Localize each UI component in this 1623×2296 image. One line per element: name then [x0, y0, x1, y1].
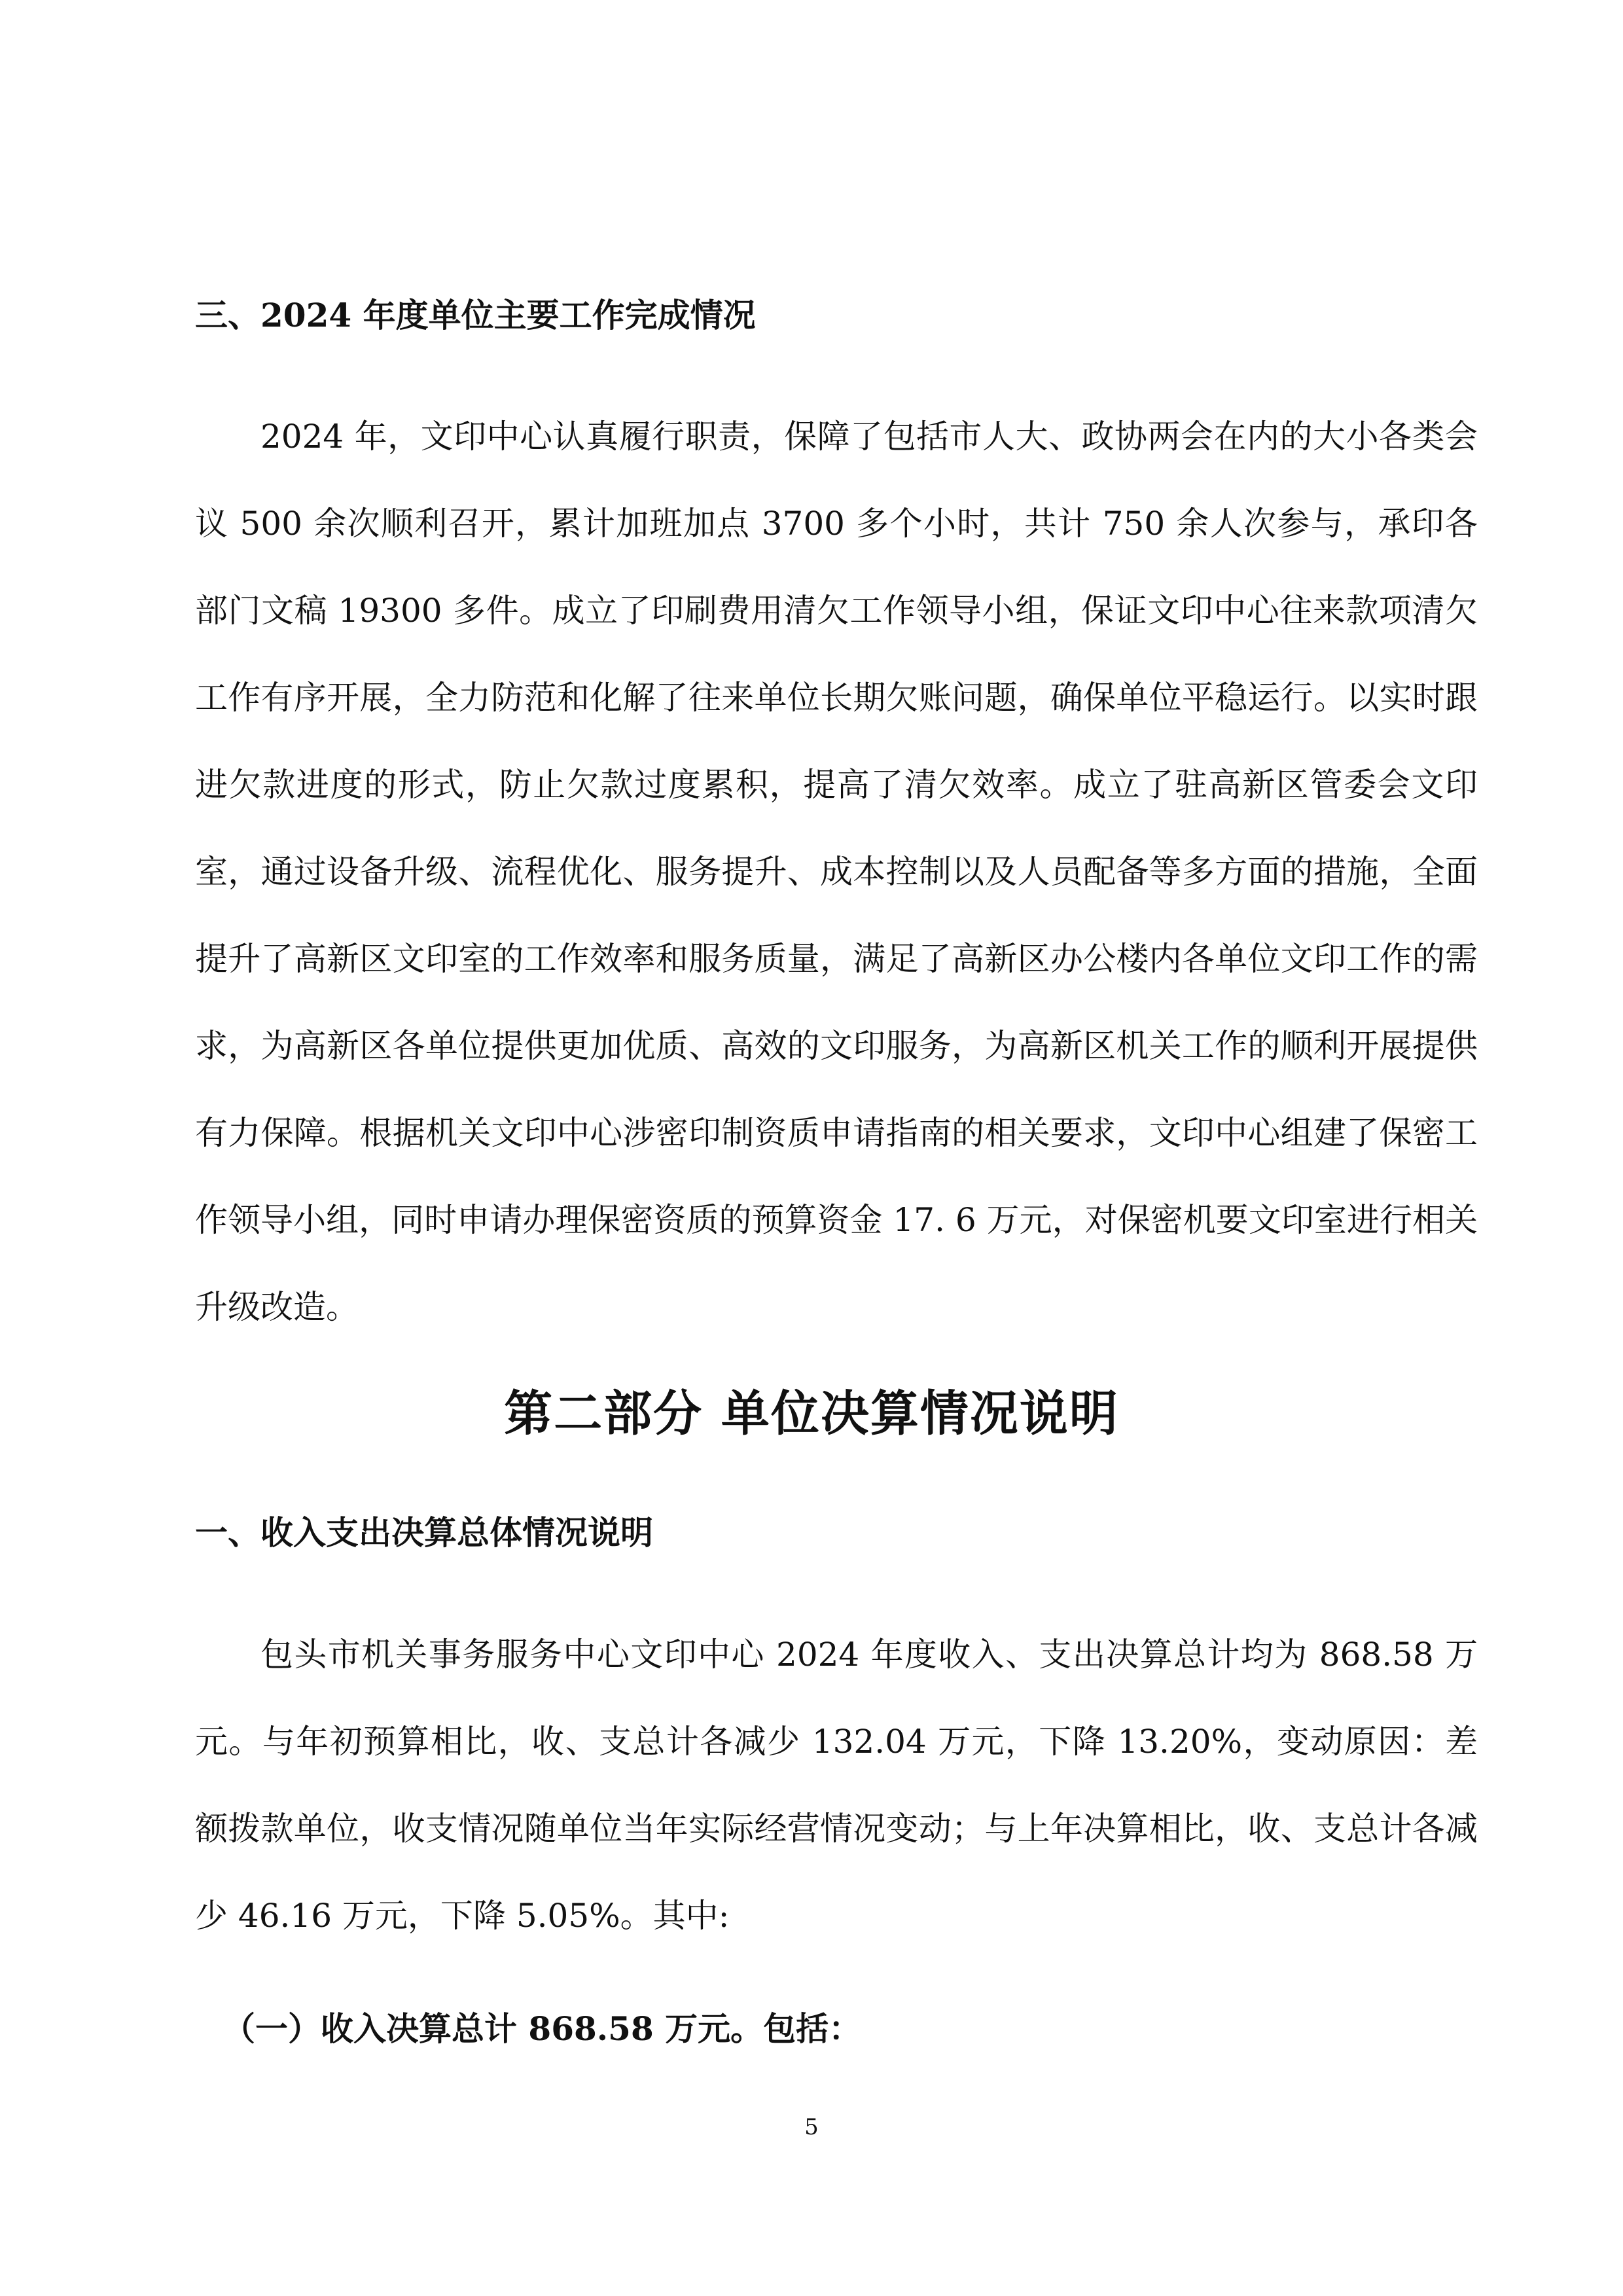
- subsection-heading-income-total: （一）收入决算总计 868.58 万元。包括：: [223, 2009, 862, 2048]
- section-heading-work-completion: 三、2024 年度单位主要工作完成情况: [195, 296, 756, 334]
- page-number: 5: [804, 2114, 819, 2140]
- part-title: 第二部分 单位决算情况说明: [504, 1386, 1119, 1442]
- paragraph-work-completion: 2024 年，文印中心认真履行职责，保障了包括市人大、政协两会在内的大小各类会议 500 余次顺利召开，累计加班加点 3700 多个小时，共计 750 余人次参与，承印各部门文稿 19300 多件。成立了印刷费用清欠工作领导小组，保证文印中心往来款项清欠工作有序开展，全力防范和化解了往来单位长期欠账问题，确保单位平稳运行。以实时跟进欠款进度的形式，防止欠款过度累积，提高了清欠效率。成立了驻高新区管委会文印室，通过设备升级、流程优化、服务提升、成本控制以及人员配备等多方面的措施，全面提升了高新区文印室的工作效率和服务质量，满足了高新区办公楼内各单位文印工作的需求，为高新区各单位提供更加优质、高效的文印服务，为高新区机关工作的顺利开展提供有力保障。根据机关文印中心涉密印制资质申请指南的相关要求，文印中心组建了保密工作领导小组，同时申请办理保密资质的预算资金 17. 6 万元，对保密机要文印室进行相关升级改造。: [195, 418, 1478, 1326]
- section-heading-income-expenditure: 一、收入支出决算总体情况说明: [195, 1513, 653, 1552]
- paragraph-income-expenditure: 包头市机关事务服务中心文印中心 2024 年度收入、支出决算总计均为 868.58 万元。与年初预算相比，收、支总计各减少 132.04 万元，下降 13.20%，变动原因：差额拨款单位，收支情况随单位当年实际经营情况变动；与上年决算相比，收、支总计各减少 46.16 万元，下降 5.05%。其中:: [195, 1636, 1478, 1935]
